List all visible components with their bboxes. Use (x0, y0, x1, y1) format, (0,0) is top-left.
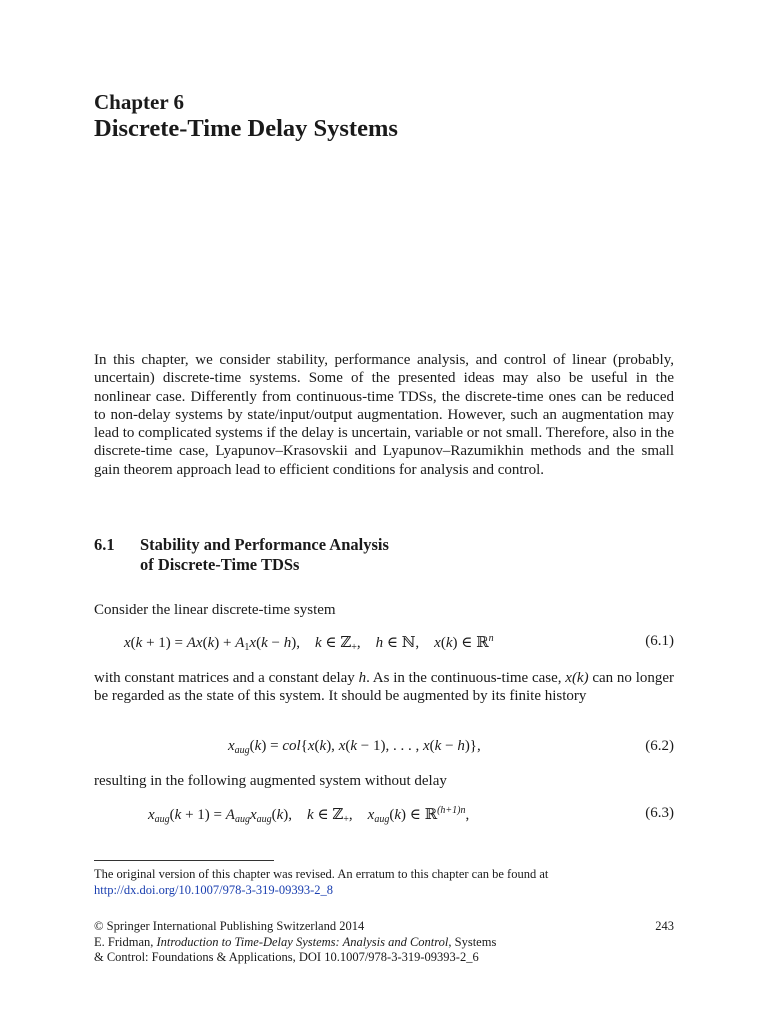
section-title-line2: of Discrete-Time TDSs (140, 555, 300, 574)
equation-6-2-body: $x_{aug}(k) = col\{x(k)$, x(k − 1), . . . , x(k − h)}, (228, 738, 481, 756)
equation-6-1 (94, 633, 674, 653)
citation-line-1 (94, 935, 674, 951)
equation-6-3-tag: (6.3) (645, 805, 674, 821)
equation-6-2-tag: (6.2) (645, 738, 674, 754)
chapter-abstract: In this chapter, we consider stability, performance analysis, and control of linear (probably, uncertain) discrete-time systems. Some of the presented ideas may also be useful in the nonlinear case. Differently from continuous-time TDSs, the discrete-time ones can be reduced to non-delay systems by state/input/output augmentation. However, such an augmentation may lead to complicated systems if the delay is uncertain, variable or not small. Therefore, also in the discrete-time case, Lyapunov–Krasovskii and Lyapunov–Razumikhin methods and the small gain theorem approach lead to efficient conditions for analysis and control. (94, 352, 674, 478)
paragraph-text: can no longer be regarded as the state of this system. It should be augmented by its finite history (94, 670, 675, 705)
citation-book-title: Introduction to Time-Delay Systems: Analysis and Control (156, 934, 449, 949)
chapter-title: Discrete-Time Delay Systems (94, 115, 398, 142)
equation-6-1-body: $x(k + 1) = Ax(k) + A_1x(k - h)$, k ∈ ℤ$_+$, h ∈ ℕ, x(k) ∈ ℝ$^n$ (124, 633, 494, 653)
copyright-line: © Springer International Publishing Switzerland 2014 (94, 919, 365, 933)
footnote-text: The original version of this chapter was revised. An erratum to this chapter can be found at (94, 867, 549, 881)
section-title-line1: Stability and Performance Analysis (140, 535, 389, 554)
delay-symbol: h (358, 670, 367, 686)
chapter-number: Chapter 6 (94, 90, 185, 114)
paragraph-text: with constant matrices and a constant delay (94, 670, 359, 686)
footnote-rule (94, 860, 274, 861)
paragraph-text: . As in the continuous-time case, (366, 670, 566, 686)
page-number: 243 (655, 919, 674, 933)
equation-6-3 (94, 805, 674, 825)
citation-series: , Systems (448, 934, 497, 949)
equation-6-2 (94, 738, 674, 758)
equation-6-3-body: $x_{aug}(k + 1) = A_{aug}x_{aug}(k)$, k ∈ ℤ$_+$, $x_{aug}(k)$ ∈ ℝ$^{(h+1)n}$, (148, 805, 470, 825)
citation-line-2: & Control: Foundations & Applications, DOI 10.1007/978-3-319-09393-2_6 (94, 950, 479, 964)
section-number: 6.1 (94, 535, 115, 554)
citation-author: E. Fridman, (94, 934, 157, 949)
page-footer (94, 919, 674, 966)
state-symbol: x(k) (565, 670, 589, 686)
paragraph-intro: Consider the linear discrete-time system (94, 602, 336, 618)
footnote (94, 867, 674, 898)
section-title (140, 535, 389, 575)
equation-6-1-tag: (6.1) (645, 633, 674, 649)
erratum-link[interactable]: http://dx.doi.org/10.1007/978-3-319-09393-2_8 (94, 882, 333, 897)
paragraph-augmented: resulting in the following augmented system without delay (94, 773, 447, 789)
paragraph-constant-delay (94, 669, 674, 706)
